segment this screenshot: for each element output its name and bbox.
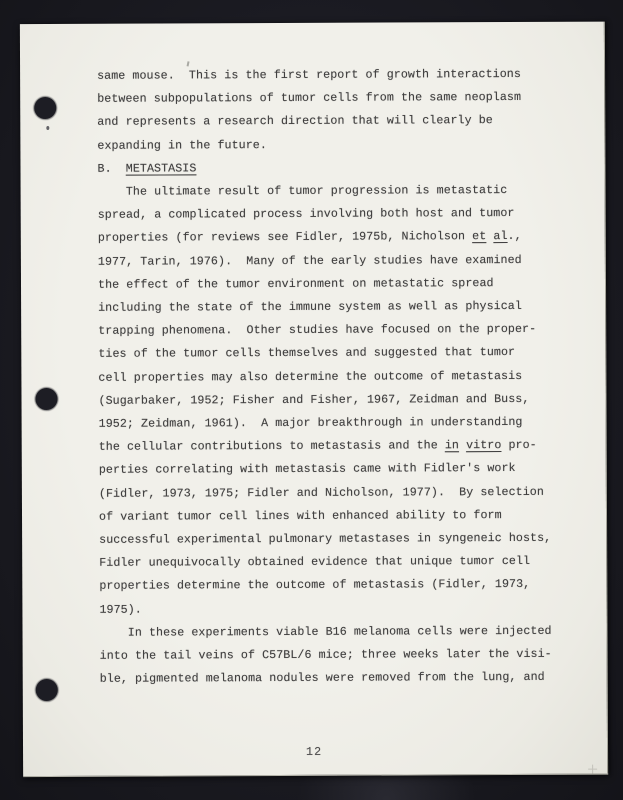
text-line (99, 573, 589, 598)
text-segment: ties of the tumor cells themselves and suggested that tumor (98, 345, 516, 362)
text-line (99, 480, 589, 505)
underlined-text: METASTASIS (125, 161, 197, 176)
typewritten-text (97, 63, 590, 692)
text-line (98, 295, 588, 320)
text-segment: between subpopulations of tumor cells from the same neoplasm (97, 90, 522, 106)
ink-speck (46, 126, 49, 130)
text-line (98, 225, 588, 250)
text-line (97, 132, 587, 157)
text-line (99, 527, 589, 552)
text-segment: properties (for reviews see Fidler, 1975b, Nicholson (97, 229, 473, 246)
corner-smudge (588, 765, 597, 774)
text-segment: trapping phenomena. Other studies have focused on the proper- (98, 322, 537, 339)
text-segment: perties correlating with metastasis came with Fidler's work (98, 461, 516, 478)
underlined-text: in (444, 438, 460, 453)
text-segment: the effect of the tumor environment on metastatic spread (97, 275, 494, 292)
text-line (98, 318, 588, 343)
text-line (98, 248, 588, 273)
text-line (99, 504, 589, 529)
punch-hole-icon (34, 97, 56, 119)
text-segment: 1975). (99, 602, 142, 617)
text-line (98, 202, 588, 227)
text-segment: spread, a complicated process involving both host and tumor (97, 206, 515, 223)
text-line (99, 620, 589, 645)
text-segment: cell properties may also determine the outcome of metastasis (98, 368, 523, 385)
punch-hole-icon (36, 679, 58, 701)
punch-hole-icon (35, 388, 57, 410)
text-line (99, 550, 589, 575)
text-line (100, 643, 590, 668)
text-segment: pro- (501, 438, 537, 453)
text-segment: The ultimate result of tumor progression is metastatic (97, 183, 508, 199)
text-segment (486, 229, 493, 243)
text-line (97, 155, 587, 180)
text-segment: (Fidler, 1973, 1975; Fidler and Nicholson, 1977). By selection (98, 484, 544, 501)
text-segment: Fidler unequivocally obtained evidence that unique tumor cell (99, 554, 531, 571)
text-line (98, 271, 588, 296)
text-line (98, 387, 588, 412)
text-segment: including the state of the immune system as well as physical (98, 298, 522, 315)
text-segment: In these experiments viable B16 melanoma cells were injected (99, 623, 552, 640)
text-segment: and represents a research direction that will clearly be (97, 113, 493, 130)
text-segment: the cellular contributions to metastasis and the (98, 438, 445, 455)
text-segment: expanding in the future. (97, 137, 267, 153)
text-segment: ., (507, 229, 522, 244)
text-line (98, 341, 588, 366)
text-line (99, 596, 589, 621)
underlined-text: al (493, 229, 508, 244)
text-segment: successful experimental pulmonary metastases in syngeneic hosts, (99, 530, 552, 547)
text-line (97, 109, 587, 134)
underlined-text: et (472, 229, 487, 244)
text-line (98, 364, 588, 389)
underlined-text: vitro (466, 438, 502, 453)
text-segment: 1977, Tarin, 1976). Many of the early studies have examined (97, 252, 522, 269)
text-line (99, 457, 589, 482)
text-line (97, 86, 587, 111)
text-segment: B. (97, 161, 126, 176)
text-segment: 1952; Zeidman, 1961). A major breakthrough in understanding (98, 414, 523, 431)
text-segment: same mouse. This is the first report of growth interactions (97, 66, 521, 83)
text-segment: of variant tumor cell lines with enhanced ability to form (98, 507, 502, 524)
text-line (99, 434, 589, 459)
text-line (100, 666, 590, 691)
text-segment: (Sugarbaker, 1952; Fisher and Fisher, 1967, Zeidman and Buss, (98, 391, 530, 408)
text-line (97, 63, 587, 88)
page-number: 12 (306, 744, 323, 759)
text-line (98, 179, 588, 204)
text-segment: into the tail veins of C57BL/6 mice; three weeks later the visi- (99, 646, 552, 663)
document-page (20, 22, 608, 778)
text-segment: ble, pigmented melanoma nodules were removed from the lung, and (99, 670, 545, 687)
text-line (99, 411, 589, 436)
text-segment: properties determine the outcome of metastasis (Fidler, 1973, (99, 577, 531, 594)
